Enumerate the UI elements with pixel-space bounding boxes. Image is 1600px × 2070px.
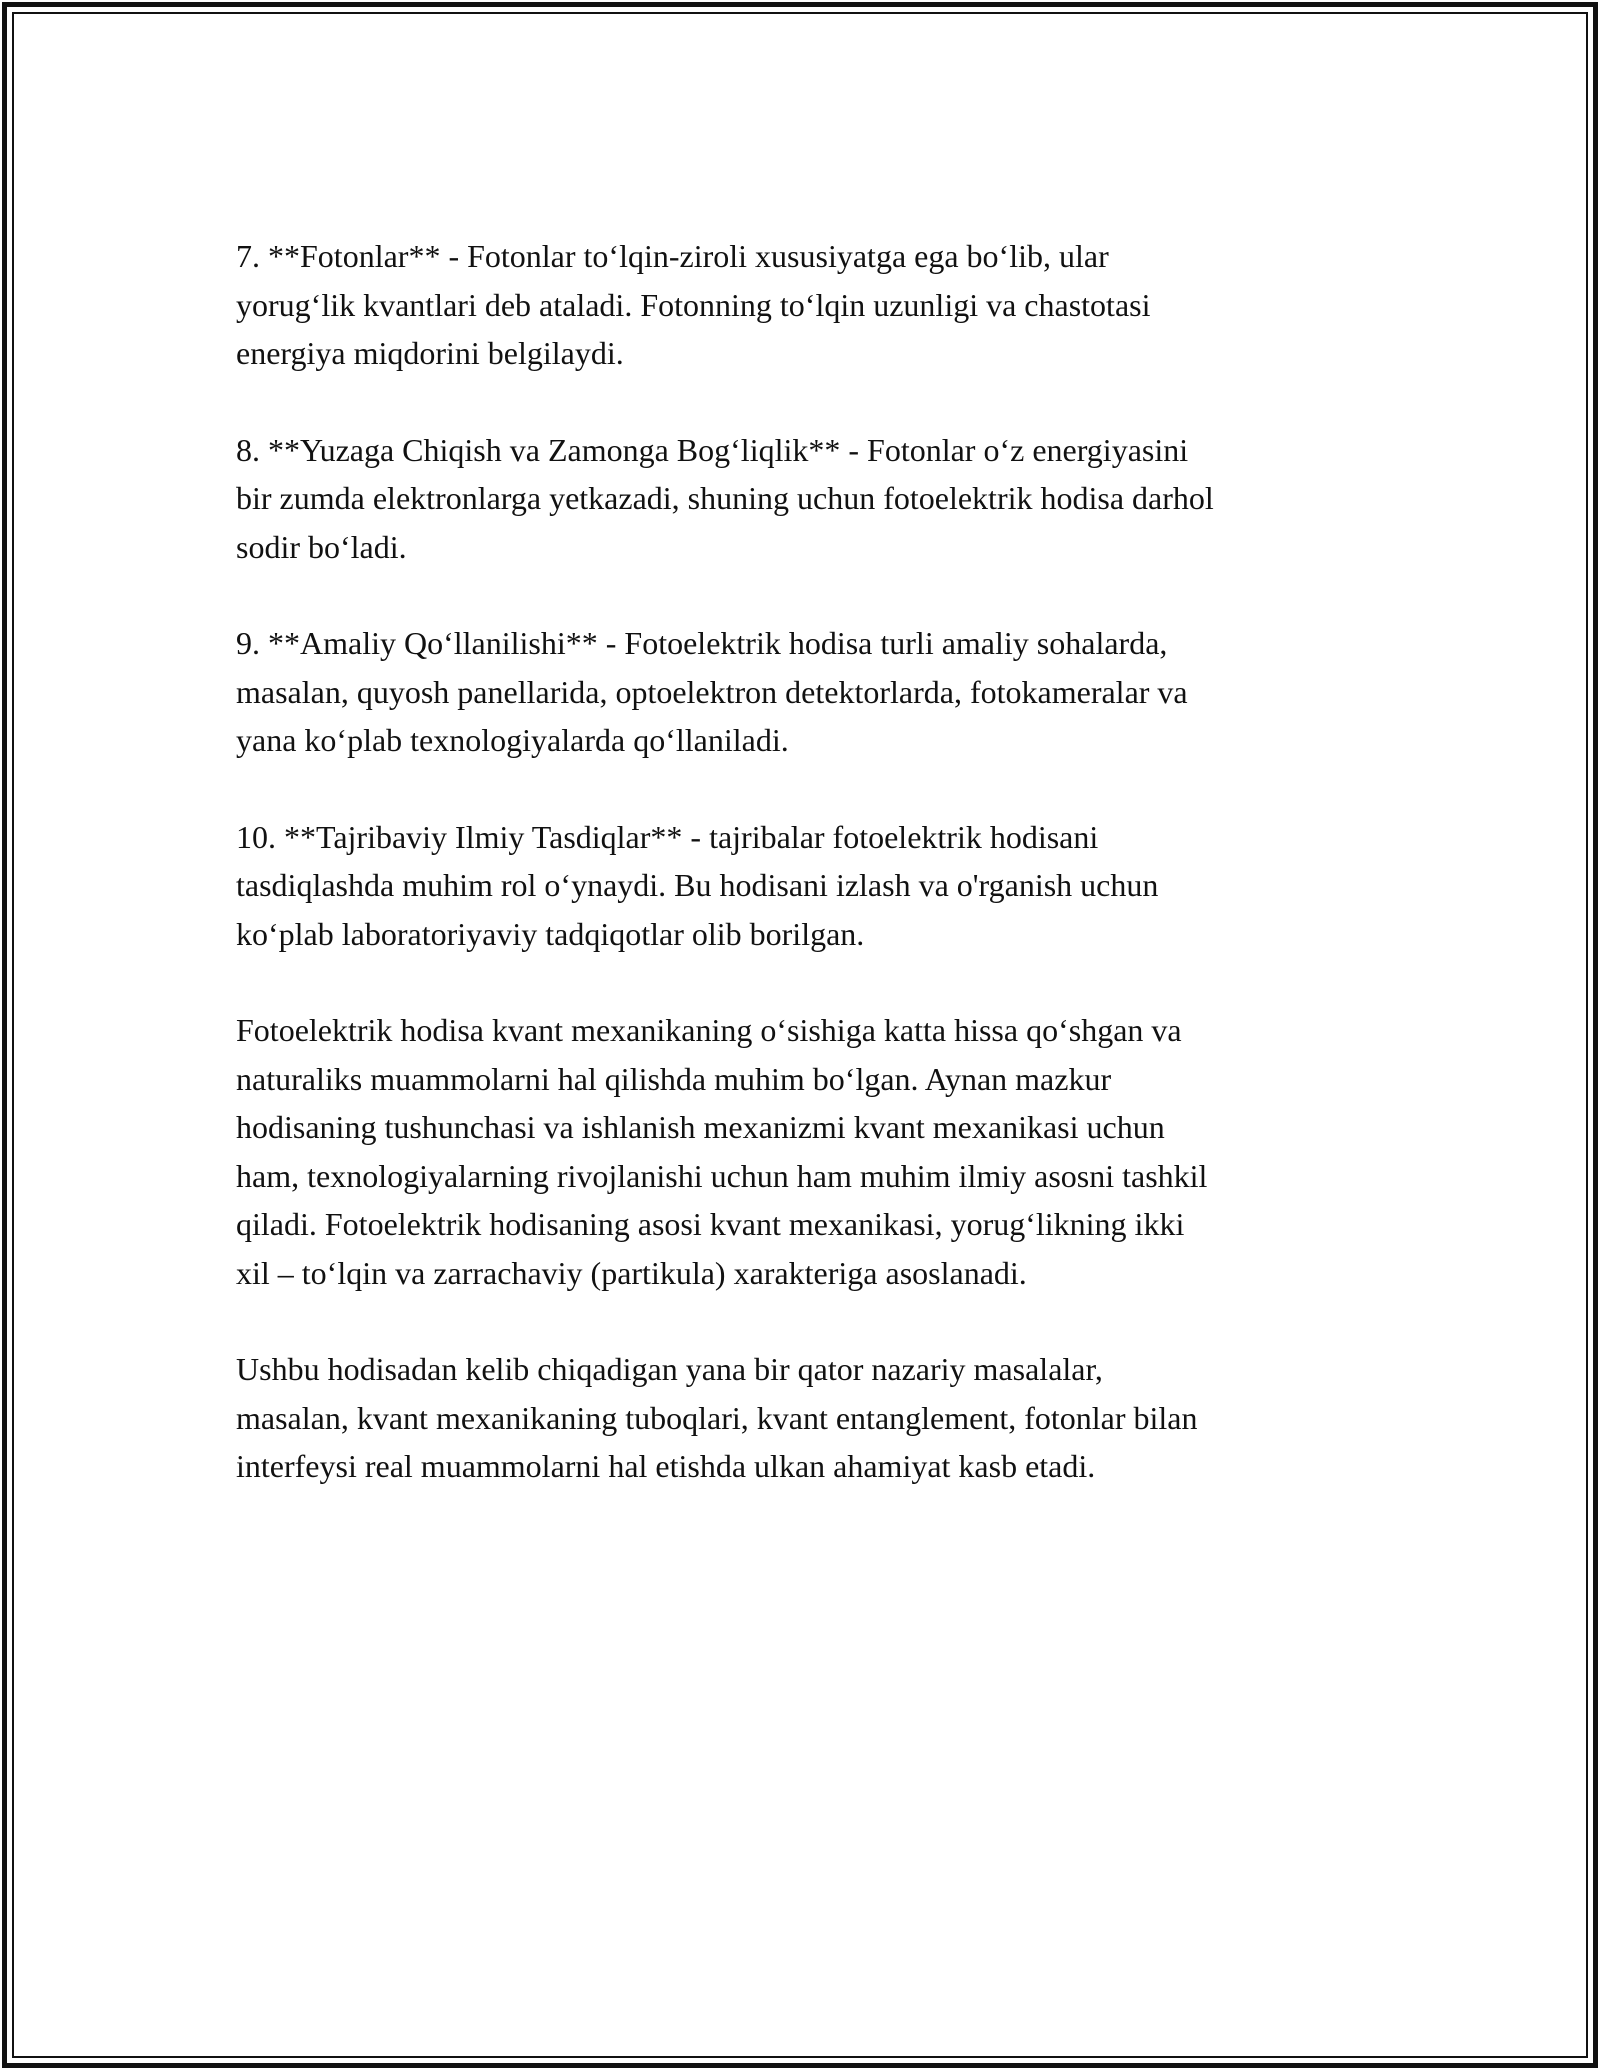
paragraph-fotoelektrik-hodisa: Fotoelektrik hodisa kvant mexanikaning o‘sishiga katta hissa qo‘shgan va naturaliks muammolarni hal qilishda muhim bo‘lgan. Aynan mazkur hodisaning tushunchasi va ishlanish mexanizmi kvant mexanikasi uchun ham, texnologiyalarning rivojlanishi uchun ham muhim ilmiy asosni tashkil qiladi. Fotoelektrik hodisaning asosi kvant mexanikasi, yorug‘likning ikki xil – to‘lqin va zarrachaviy (partikula) xarakteriga asoslanadi. bbox=[236, 1012, 1208, 1291]
paragraph-tajribaviy-tasdiqlar: 10. **Tajribaviy Ilmiy Tasdiqlar** - tajribalar fotoelektrik hodisani tasdiqlashda muhim rol o‘ynaydi. Bu hodisani izlash va o'rganish uchun ko‘plab laboratoriyaviy tadqiqotlar olib borilgan. bbox=[236, 818, 1159, 952]
paragraph-fotonlar: 7. **Fotonlar** - Fotonlar to‘lqin-ziroli xususiyatga ega bo‘lib, ular yorug‘lik kvantlari deb ataladi. Fotonning to‘lqin uzunligi va chastotasi energiya miqdorini belgilaydi. bbox=[236, 238, 1151, 371]
paragraph-nazariy-masalalar: Ushbu hodisadan kelib chiqadigan yana bir qator nazariy masalalar, masalan, kvant mexanikaning tuboqlari, kvant entanglement, fotonlar bilan interfeysi real muammolarni hal etishda ulkan ahamiyat kasb etadi. bbox=[236, 1351, 1198, 1484]
paragraph-yuzaga-chiqish: 8. **Yuzaga Chiqish va Zamonga Bog‘liqlik** - Fotonlar o‘z energiyasini bir zumda elektronlarga yetkazadi, shuning uchun fotoelektrik hodisa darhol sodir bo‘ladi. bbox=[236, 431, 1214, 565]
paragraph-amaliy-qollanilishi: 9. **Amaliy Qo‘llanilishi** - Fotoelektrik hodisa turli amaliy sohalarda, masalan, quyosh panellarida, optoelektron detektorlarda, fotokameralar va yana ko‘plab texnologiyalarda qo‘llaniladi. bbox=[236, 625, 1188, 758]
document-body bbox=[236, 232, 1376, 1539]
